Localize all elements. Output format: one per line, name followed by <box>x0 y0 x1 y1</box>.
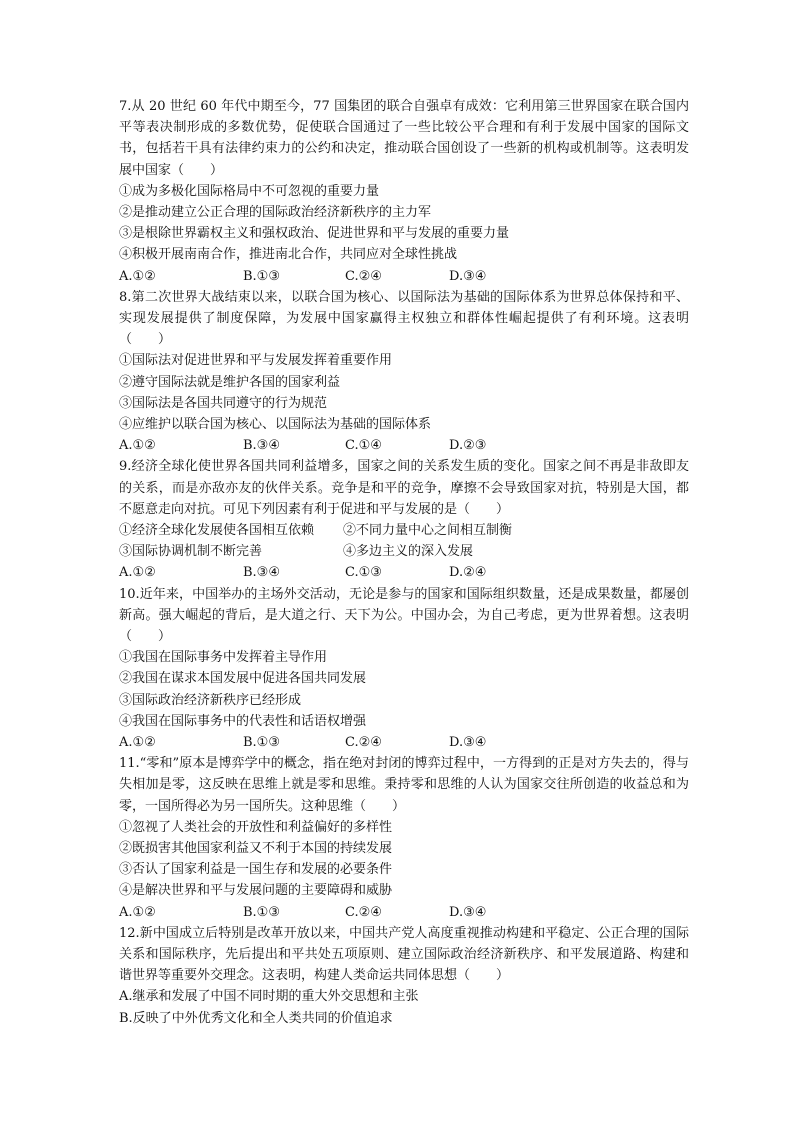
statement: ③国际法是各国共同遵守的行为规范 <box>119 395 328 411</box>
option-c[interactable]: C.②④ <box>345 735 382 751</box>
question-stem: 7.从 20 世纪 60 年代中期至今，77 国集团的联合自强卓有成效：它利用第三世界国家在联合国内平等表决制形成的多数优势，促使联合国通过了一些比较公平合理和有利于发展中国家的国际文书，包括若干具有法律约束力的公约和决定，推动联合国创设了一些新的机构或机制等。这表明发展中国家（ ） <box>119 99 689 178</box>
statement: ③国际政治经济新秩序已经形成 <box>119 692 302 708</box>
option-c[interactable]: C.②④ <box>345 268 382 284</box>
statement-row <box>119 520 689 541</box>
question-9 <box>119 456 689 583</box>
statement: ③是根除世界霸权主义和强权政治、促进世界和平与发展的重要力量 <box>119 226 510 242</box>
statement: ④积极开展南南合作，推进南北合作，共同应对全球性挑战 <box>119 247 458 263</box>
statement-row <box>119 541 689 562</box>
statement: ①忽视了人类社会的开放性和利益偏好的多样性 <box>119 819 393 835</box>
option-b[interactable]: B.①③ <box>243 904 280 920</box>
statement: ①成为多极化国际格局中不可忽视的重要力量 <box>119 183 380 199</box>
option-d[interactable]: D.③④ <box>449 268 487 284</box>
statement: ④多边主义的深入发展 <box>343 544 474 560</box>
question-8 <box>119 287 689 457</box>
option-b[interactable]: B.反映了中外优秀文化和全人类共同的价值追求 <box>119 1010 393 1026</box>
option-d[interactable]: D.②④ <box>449 565 487 581</box>
statement: ①我国在国际事务中发挥着主导作用 <box>119 650 328 666</box>
option-a[interactable]: A.继承和发展了中国不同时期的重大外交思想和主张 <box>119 989 419 1005</box>
option-b[interactable]: B.①③ <box>243 268 280 284</box>
question-stem: 12.新中国成立后特别是改革开放以来，中国共产党人高度重视推动构建和平稳定、公正合理的国际关系和国际秩序，先后提出和平共处五项原则、建立国际政治经济新秩序、和平发展道路、构建和谐世界等重要外交理念。这表明，构建人类命运共同体思想（ ） <box>119 925 689 984</box>
option-a[interactable]: A.①② <box>119 565 156 581</box>
answer-options <box>119 435 689 456</box>
statement: ②既损害其他国家利益又不利于本国的持续发展 <box>119 841 393 857</box>
answer-options <box>119 266 689 287</box>
statement: ①经济全球化发展使各国相互依赖 <box>119 523 315 539</box>
question-stem: 10.近年来，中国举办的主场外交活动，无论是参与的国家和国际组织数量，还是成果数量，都屡创新高。强大崛起的背后，是大道之行、天下为公。中国办会，为自己考虑，更为世界着想。这表明（ ） <box>119 586 689 644</box>
statement: ②我国在谋求本国发展中促进各国共同发展 <box>119 671 367 687</box>
answer-options <box>119 732 689 753</box>
option-d[interactable]: D.③④ <box>449 735 487 751</box>
option-b[interactable]: B.③④ <box>243 438 280 454</box>
question-stem: 11.“零和”原本是博弈学中的概念，指在绝对封闭的博弈过程中，一方得到的正是对方失去的，得与失相加是零，这反映在思维上就是零和思维。秉持零和思维的人认为国家交往所创造的收益总和为零，一国所得必为另一国所失。这种思维（ ） <box>119 756 689 814</box>
statement: ①国际法对促进世界和平与发展发挥着重要作用 <box>119 353 393 369</box>
question-7 <box>119 96 689 287</box>
question-list <box>119 96 689 1029</box>
answer-options <box>119 562 689 583</box>
option-c[interactable]: C.②④ <box>345 904 382 920</box>
statement: ②不同力量中心之间相互制衡 <box>343 523 513 539</box>
question-12 <box>119 923 689 1029</box>
statement: ④应维护以联合国为核心、以国际法为基础的国际体系 <box>119 417 432 433</box>
option-a[interactable]: A.①② <box>119 904 156 920</box>
option-b[interactable]: B.③④ <box>243 565 280 581</box>
answer-options <box>119 902 689 923</box>
question-11 <box>119 753 689 923</box>
question-stem: 8.第二次世界大战结束以来，以联合国为核心、以国际法为基础的国际体系为世界总体保持和平、实现发展提供了制度保障，为发展中国家赢得主权独立和群体性崛起提供了有利环境。这表明（ ） <box>119 289 689 348</box>
option-c[interactable]: C.①③ <box>345 565 382 581</box>
option-d[interactable]: D.②③ <box>449 438 487 454</box>
option-c[interactable]: C.①④ <box>345 438 382 454</box>
statement: ④我国在国际事务中的代表性和话语权增强 <box>119 713 367 729</box>
statement: ④是解决世界和平与发展问题的主要障碍和威胁 <box>119 883 393 899</box>
statement: ②遵守国际法就是维护各国的国家利益 <box>119 374 341 390</box>
option-d[interactable]: D.③④ <box>449 904 487 920</box>
question-stem: 9.经济全球化使世界各国共同利益增多，国家之间的关系发生质的变化。国家之间不再是非敌即友的关系，而是亦敌亦友的伙伴关系。竞争是和平的竞争，摩擦不会导致国家对抗，特别是大国，都不愿意走向对抗。可见下列因素有利于促进和平与发展的是（ ） <box>119 459 689 517</box>
option-a[interactable]: A.①② <box>119 438 156 454</box>
question-10 <box>119 584 689 754</box>
option-b[interactable]: B.①③ <box>243 735 280 751</box>
option-a[interactable]: A.①② <box>119 735 156 751</box>
statement: ②是推动建立公正合理的国际政治经济新秩序的主力军 <box>119 205 432 221</box>
statement: ③国际协调机制不断完善 <box>119 544 263 560</box>
statement: ③否认了国家利益是一国生存和发展的必要条件 <box>119 862 393 878</box>
option-a[interactable]: A.①② <box>119 268 156 284</box>
